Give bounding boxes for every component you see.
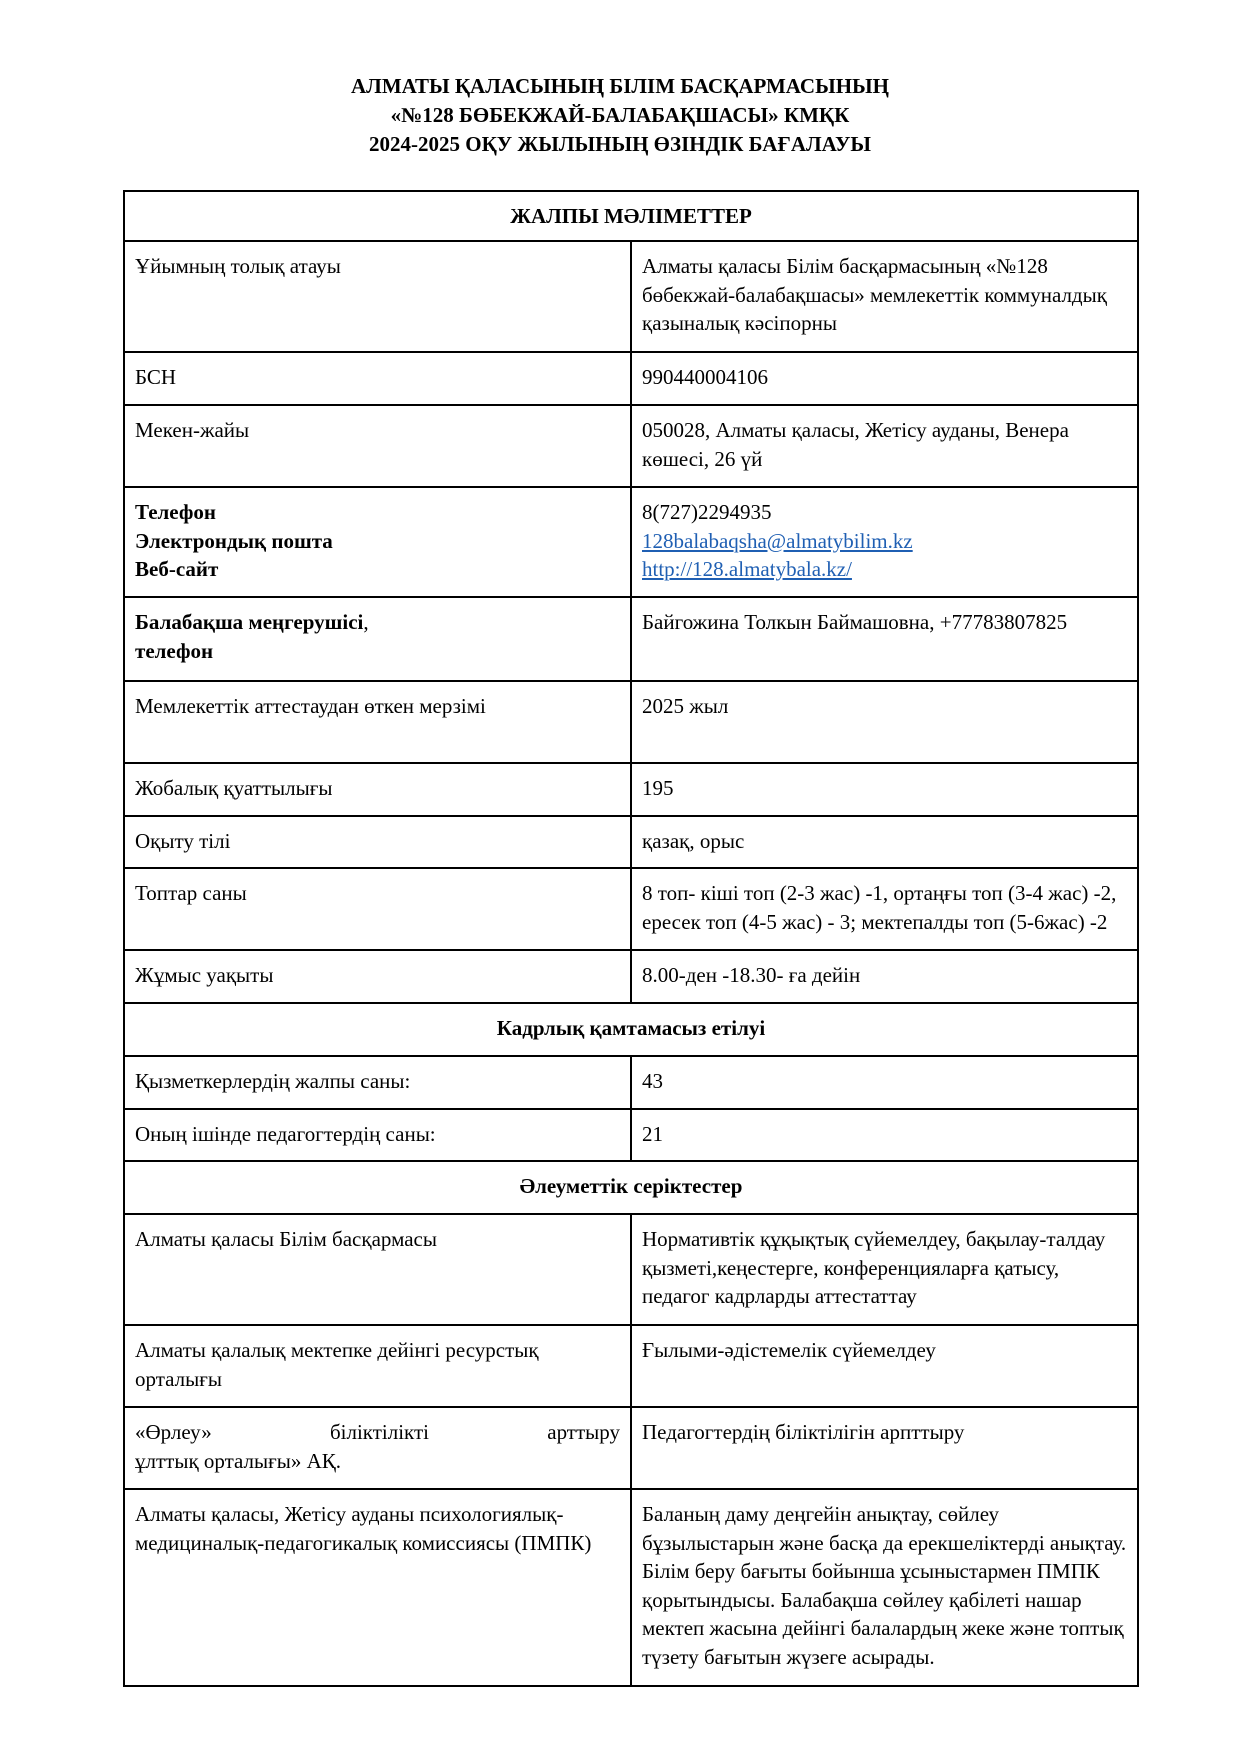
label-language: Оқыту тілі: [124, 816, 631, 868]
partner-name: Алматы қаласы Білім басқармасы: [124, 1214, 631, 1325]
section-title-partners: Әлеуметтік серіктестер: [124, 1161, 1138, 1214]
header-line-1: АЛМАТЫ ҚАЛАСЫНЫҢ БІЛІМ БАСҚАРМАСЫНЫҢ: [351, 74, 889, 98]
label-director: [124, 597, 631, 681]
table-row: [124, 405, 1138, 487]
label-email: Электрондық пошта: [135, 528, 333, 553]
table-row: [124, 1325, 1138, 1407]
label-phone: Телефон: [135, 500, 217, 524]
section-row-general: [124, 191, 1138, 241]
table-row: [124, 1489, 1138, 1686]
label-bin: БСН: [124, 352, 631, 405]
value-director: Байгожина Толкын Баймашовна, +77783807825: [631, 597, 1138, 681]
value-full-name: Алматы қаласы Білім басқармасының «№128 бөбекжай-балабақшасы» мемлекеттік коммуналдық қазыналық кәсіпорны: [631, 241, 1138, 352]
value-staff-total: 43: [631, 1056, 1138, 1109]
table-row: [124, 352, 1138, 405]
partner-name: Алматы қалалық мектепке дейінгі ресурстық орталығы: [124, 1325, 631, 1407]
section-row-partners: [124, 1161, 1138, 1214]
header-line-3: 2024-2025 ОҚУ ЖЫЛЫНЫҢ ӨЗІНДІК БАҒАЛАУЫ: [369, 132, 871, 156]
value-bin: 990440004106: [631, 352, 1138, 405]
label-attestation: Мемлекеттік аттестаудан өткен мерзімі: [124, 681, 631, 763]
label-hours: Жұмыс уақыты: [124, 950, 631, 1003]
label-capacity: Жобалық қуаттылығы: [124, 763, 631, 816]
header-line-2: «№128 БӨБЕКЖАЙ-БАЛАБАҚШАСЫ» КМҚК: [390, 103, 850, 127]
section-title-general: ЖАЛПЫ МӘЛІМЕТТЕР: [124, 191, 1138, 241]
value-hours: 8.00-ден -18.30- ға дейін: [631, 950, 1138, 1003]
label-contacts: [124, 487, 631, 597]
info-table: [123, 190, 1139, 1687]
partner-role: Ғылыми-әдістемелік сүйемелдеу: [631, 1325, 1138, 1407]
label-full-name: Ұйымның толық атауы: [124, 241, 631, 352]
table-row: [124, 1214, 1138, 1325]
partner-name: Алматы қаласы, Жетісу ауданы психологиялық-медициналық-педагогикалық комиссиясы (ПМПК): [124, 1489, 631, 1686]
label-director-comma: ,: [363, 610, 369, 634]
value-phone: 8(727)2294935: [642, 500, 772, 524]
document-header: [0, 72, 1240, 159]
value-attestation: 2025 жыл: [631, 681, 1138, 763]
value-staff-teachers: 21: [631, 1109, 1138, 1161]
table-row: [124, 950, 1138, 1003]
value-groups: 8 топ- кіші топ (2-3 жас) -1, ортаңғы топ (3-4 жас) -2, ересек топ (4-5 жас) - 3; мектепалды топ (5-6жас) -2: [631, 868, 1138, 950]
label-staff-teachers: Оның ішінде педагогтердің саны:: [124, 1109, 631, 1161]
partner-role: Педагогтердің біліктілігін арпттыру: [631, 1407, 1138, 1489]
label-director-title: Балабақша меңгерушісі: [135, 610, 364, 634]
table-row: [124, 816, 1138, 868]
label-groups: Топтар саны: [124, 868, 631, 950]
label-staff-total: Қызметкерлердің жалпы саны:: [124, 1056, 631, 1109]
partner-name-line-1: «Өрлеу» біліктілікті арттыру: [135, 1420, 620, 1444]
value-contacts: [631, 487, 1138, 597]
partner-role: Нормативтік құқықтық сүйемелдеу, бақылау-талдау қызметі,кеңестерге, конференцияларға қатысу, педагог кадрларды аттестаттау: [631, 1214, 1138, 1325]
table-row: [124, 763, 1138, 816]
table-row: [124, 868, 1138, 950]
section-row-staff: [124, 1003, 1138, 1056]
value-capacity: 195: [631, 763, 1138, 816]
table-row: [124, 1109, 1138, 1161]
table-row: [124, 487, 1138, 597]
table-row: [124, 1056, 1138, 1109]
label-address: Мекен-жайы: [124, 405, 631, 487]
section-title-staff: Кадрлық қамтамасыз етілуі: [124, 1003, 1138, 1056]
value-language: қазақ, орыс: [631, 816, 1138, 868]
label-website: Веб-сайт: [135, 557, 219, 581]
table-row: [124, 681, 1138, 763]
email-link[interactable]: 128balabaqsha@almatybilim.kz: [642, 528, 913, 553]
table-row: [124, 1407, 1138, 1489]
partner-name: [124, 1407, 631, 1489]
label-director-phone: телефон: [135, 638, 214, 663]
website-link[interactable]: http://128.almatybala.kz/: [642, 557, 852, 581]
table-row: [124, 597, 1138, 681]
table-row: [124, 241, 1138, 352]
value-address: 050028, Алматы қаласы, Жетісу ауданы, Венера көшесі, 26 үй: [631, 405, 1138, 487]
partner-role: Баланың даму деңгейін анықтау, сөйлеу бұзылыстарын және басқа да ерекшеліктерді анықтау. Білім беру бағыты бойынша ұсыныстармен ПМПК қорытындысы. Балабақша сөйлеу қабілеті нашар мектеп жасына дейінгі балалардың жеке және топтық түзету бағытын жүзеге асырады.: [631, 1489, 1138, 1686]
partner-name-line-2: ұлттық орталығы» АҚ.: [135, 1448, 342, 1473]
